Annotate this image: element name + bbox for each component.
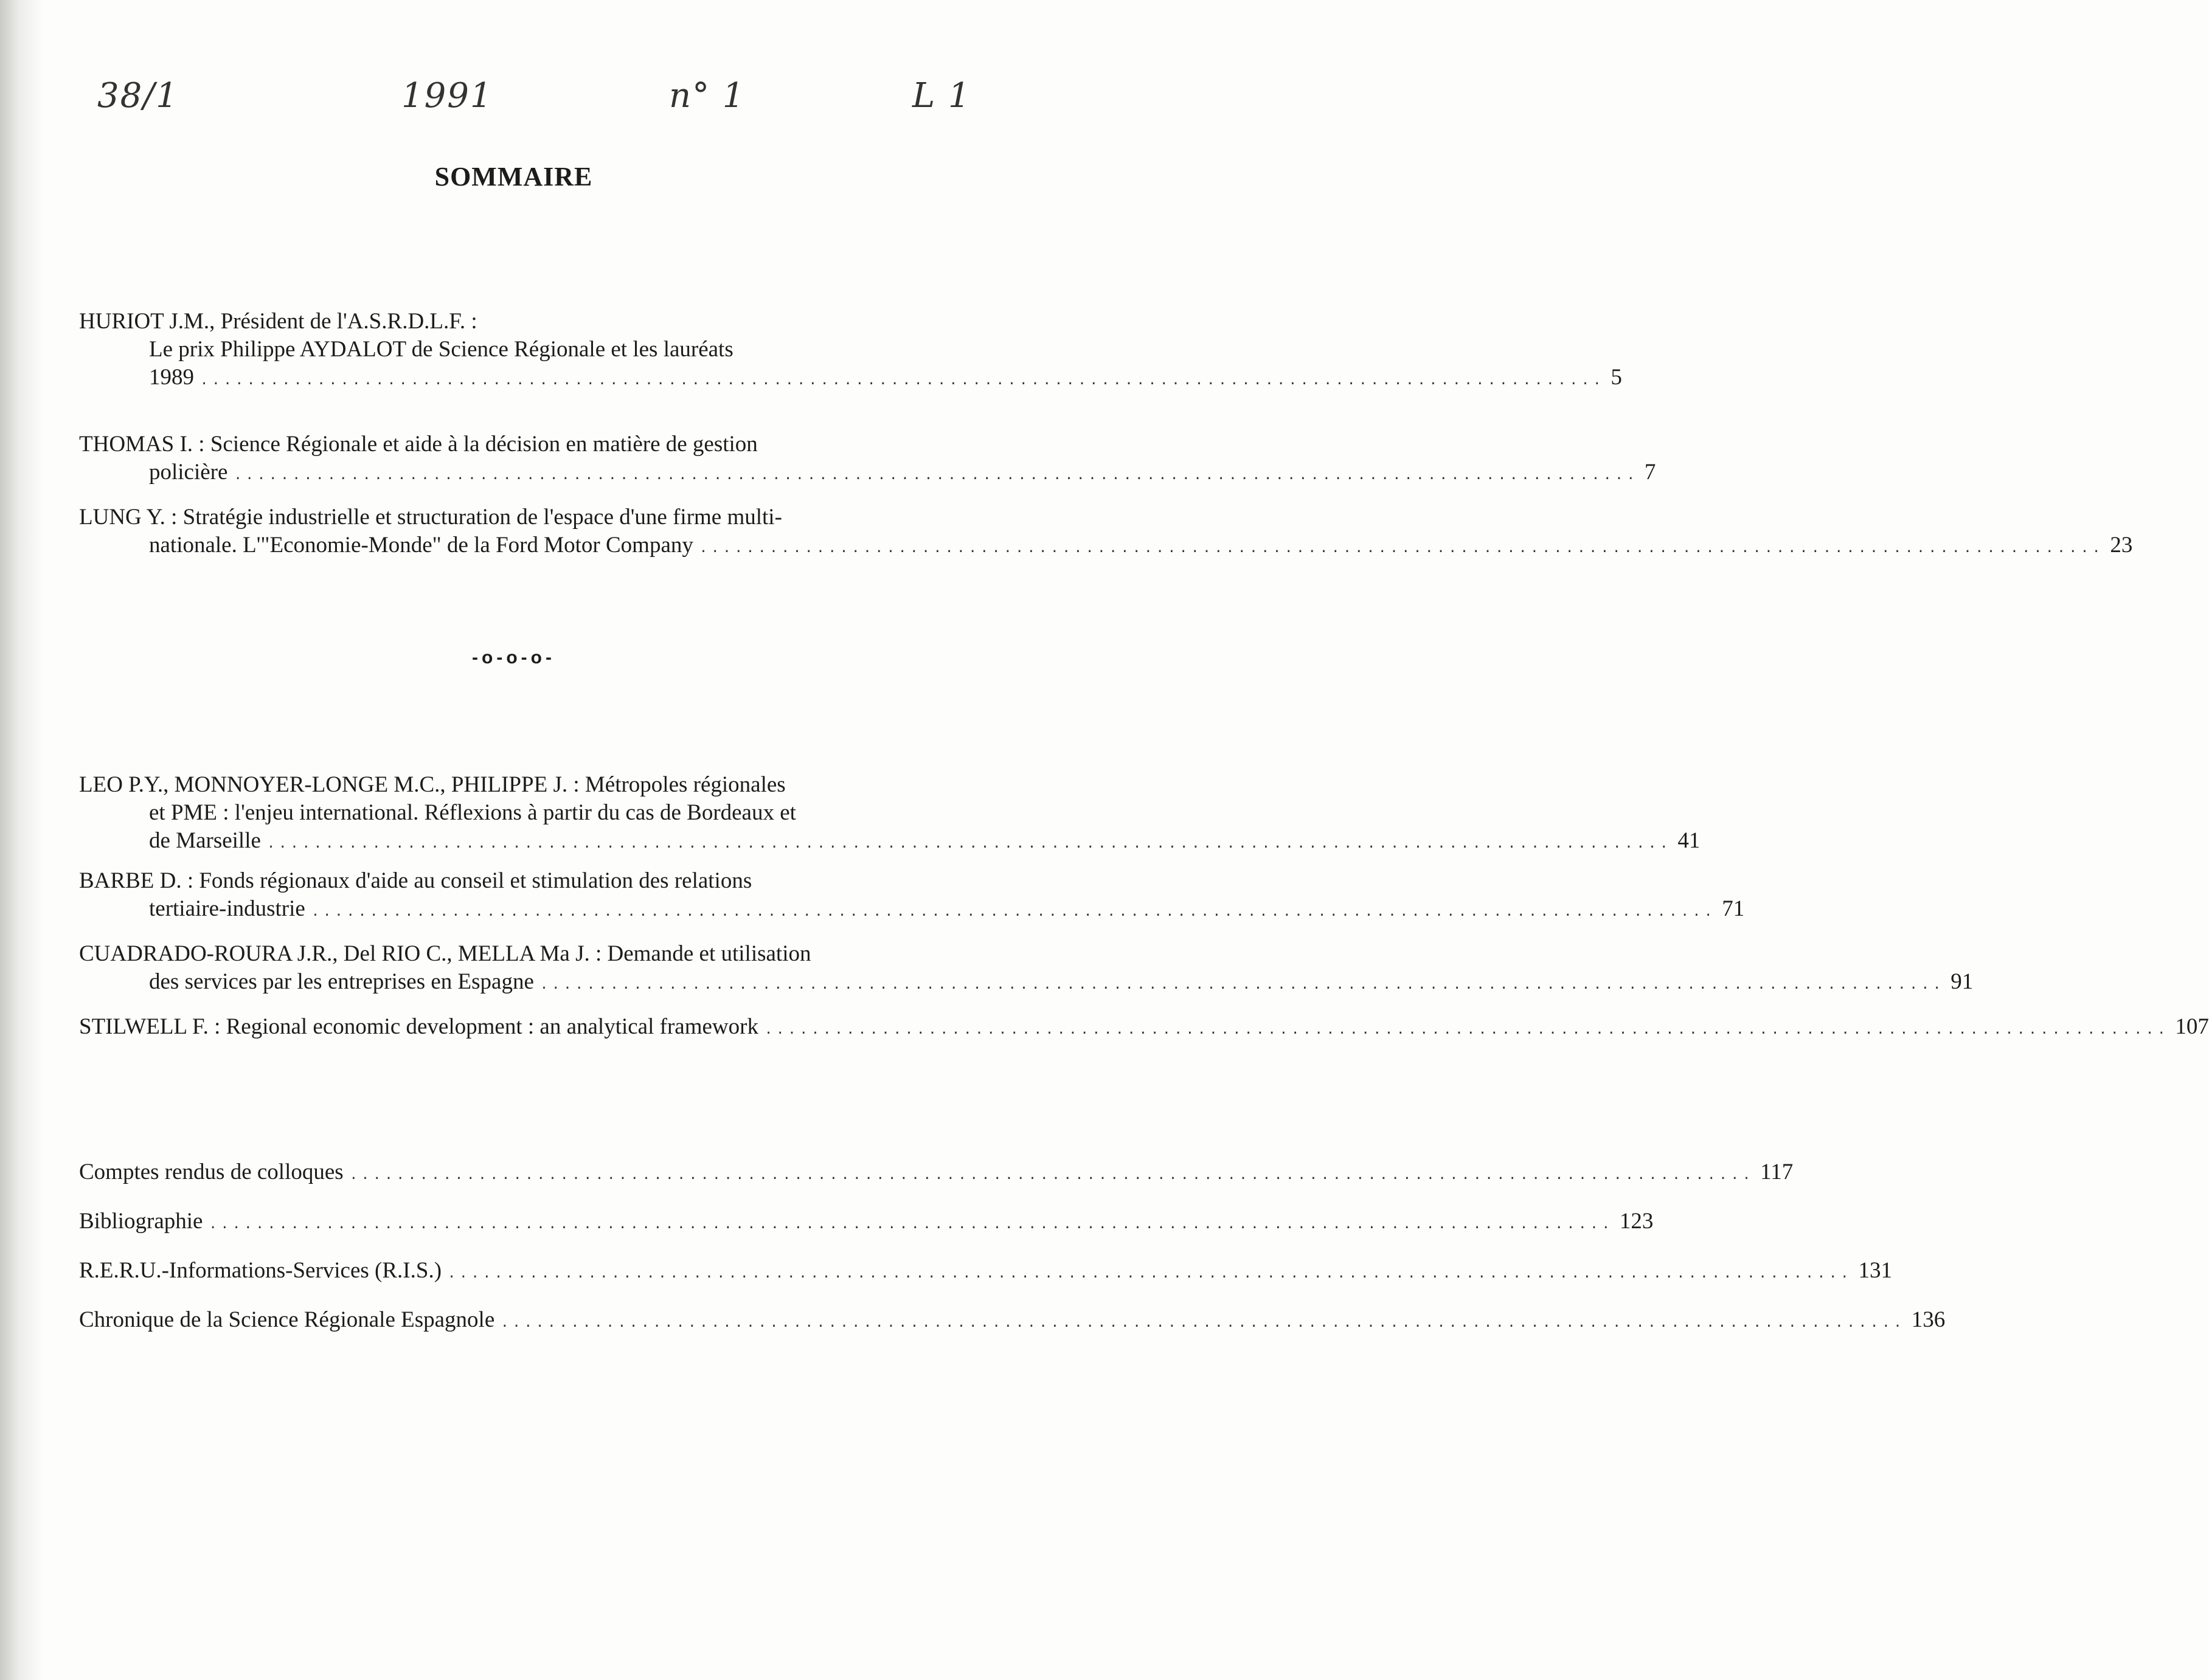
handwritten-annotation-1: 38/1 <box>97 76 179 116</box>
handwritten-annotation-2: 1991 <box>401 76 493 116</box>
page-number: 91 <box>1951 969 1974 994</box>
handwritten-annotation-4: L 1 <box>912 76 971 116</box>
page-number: 117 <box>1760 1160 1794 1184</box>
toc-entry-chronique[interactable] <box>79 1306 1946 1337</box>
entry-title-line: Chronique de la Science Régionale Espagnole <box>79 1307 495 1332</box>
handwritten-annotation-3: n° 1 <box>669 76 746 116</box>
page-number: 41 <box>1677 828 1701 853</box>
page-number: 123 <box>1619 1209 1654 1234</box>
toc-entry-thomas[interactable] <box>79 430 1656 489</box>
entry-title-line: policière <box>149 460 228 485</box>
toc-entry-huriot[interactable] <box>79 308 1622 395</box>
entry-title-line: tertiaire-industrie <box>149 896 305 921</box>
page-number: 5 <box>1611 365 1622 390</box>
entry-author-line: THOMAS I. : Science Régionale et aide à la décision en matière de gestion <box>79 432 758 457</box>
toc-entry-leo[interactable] <box>79 771 1701 858</box>
entry-author-line: CUADRADO-ROURA J.R., Del RIO C., MELLA Ma J. : Demande et utilisation <box>79 941 811 966</box>
leader-dots: ........................................................................................................................ <box>699 541 2104 556</box>
entry-title-line: nationale. L'"Economie-Monde" de la Ford Motor Company <box>149 533 693 558</box>
page-title: SOMMAIRE <box>434 162 593 192</box>
toc-entry-reru[interactable] <box>79 1257 1892 1288</box>
leader-dots: ........................................................................................................................ <box>349 1167 1755 1183</box>
leader-dots: ........................................................................................................................ <box>234 468 1639 483</box>
entry-title-line: Comptes rendus de colloques <box>79 1160 344 1184</box>
scan-shadow <box>0 0 43 1680</box>
entry-title-line: des services par les entreprises en Espagne <box>149 969 534 994</box>
entry-title-line: Le prix Philippe AYDALOT de Science Régionale et les lauréats <box>149 337 733 362</box>
entry-author-line: STILWELL F. : Regional economic development : an analytical framework <box>79 1014 758 1039</box>
entry-title-line: 1989 <box>149 365 194 390</box>
leader-dots: ........................................................................................................................ <box>539 977 1945 992</box>
toc-entry-cuadrado[interactable] <box>79 940 1974 999</box>
page-number: 23 <box>2110 533 2133 558</box>
toc-entry-stilwell[interactable] <box>79 1013 2209 1044</box>
leader-dots: ........................................................................................................................ <box>501 1315 1906 1330</box>
toc-entry-comptes-rendus[interactable] <box>79 1158 1794 1189</box>
leader-dots: ........................................................................................................................ <box>764 1022 2169 1037</box>
toc-entry-bibliographie[interactable] <box>79 1208 1654 1239</box>
toc-entry-barbe[interactable] <box>79 867 1745 926</box>
entry-author-line: BARBE D. : Fonds régionaux d'aide au conseil et stimulation des relations <box>79 868 752 893</box>
entry-author-line: LEO P.Y., MONNOYER-LONGE M.C., PHILIPPE J. : Métropoles régionales <box>79 772 786 797</box>
page-number: 71 <box>1722 896 1745 921</box>
section-separator: -o-o-o- <box>472 648 555 668</box>
page-number: 131 <box>1858 1258 1892 1283</box>
toc-entry-lung[interactable] <box>79 503 2133 562</box>
leader-dots: ........................................................................................................................ <box>448 1266 1853 1281</box>
entry-title-line: et PME : l'enjeu international. Réflexions à partir du cas de Bordeaux et <box>149 800 796 825</box>
entry-title-line: R.E.R.U.-Informations-Services (R.I.S.) <box>79 1258 442 1283</box>
entry-title-line: de Marseille <box>149 828 261 853</box>
entry-title-line: Bibliographie <box>79 1209 203 1234</box>
page-number: 136 <box>1911 1307 1946 1332</box>
leader-dots: ........................................................................................................................ <box>311 904 1716 919</box>
entry-author-line: LUNG Y. : Stratégie industrielle et structuration de l'espace d'une firme multi- <box>79 505 782 530</box>
leader-dots: ........................................................................................................................ <box>200 373 1605 388</box>
leader-dots: ........................................................................................................................ <box>266 836 1672 851</box>
page-number: 7 <box>1644 460 1656 485</box>
entry-author-line: HURIOT J.M., Président de l'A.S.R.D.L.F. : <box>79 309 477 334</box>
page-number: 107 <box>2175 1014 2209 1039</box>
leader-dots: ........................................................................................................................ <box>209 1217 1614 1232</box>
